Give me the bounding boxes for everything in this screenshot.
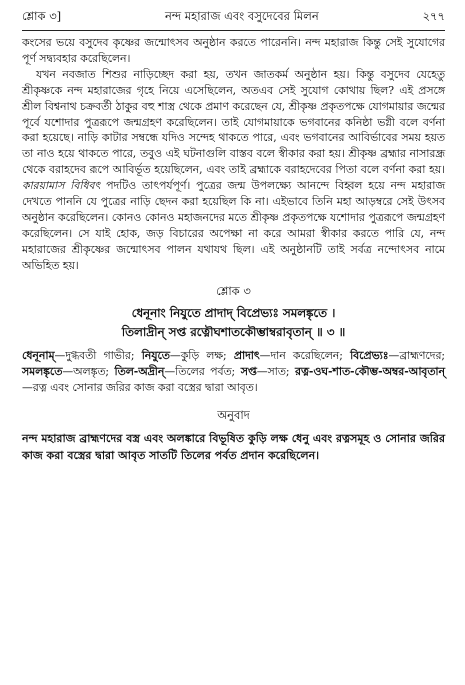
synonym-meaning: অলঙ্কৃত;: [73, 365, 110, 378]
purport-paragraph-2: [22, 67, 445, 274]
verse-text: [22, 304, 445, 342]
word-for-word-synonyms: ধেনূনাম্—দুগ্ধবতী গাভীর; নিযুতে—কুড়ি লক্ষ; প্রাদাৎ—দান করেছিলেন; বিপ্রেভ্যঃ—ব্রাহ্মণদের; সমলঙ্কৃতে—অলঙ্কৃত; তিল-অদ্রীন্—তিলের পর্বত; সপ্ত—সাত; রত্ন-ওঘ-শাত-কৌম্ভ-অম্বর-আবৃতান্—রত্ন এবং সোনার জরির কাজ করা বস্ত্রের দ্বারা আবৃত।: [22, 348, 446, 395]
purport-paragraph-2-text-b: পদটিও তাৎপর্যপূর্ণ। পুত্রের জন্ম উপলক্ষ্যে আনন্দে বিহ্বল হয়ে নন্দ মহারাজ দেখতে পাননি যে পুত্রের নাড়ি ছেদন করা হয়েছিল কি না। এইভাবে তিনি মহা আড়ম্বরে সেই উৎসব অনুষ্ঠান করেছিলেন। কোনও কোনও মহাজনদের মতে শ্রীকৃষ্ণ প্রকৃতপক্ষে যশোদার পুত্ররূপে জন্মগ্রহণ করেছিলেন। সে যাই হোক, জড় বিচারের অপেক্ষা না করে আমরা স্বীকার করতে পারি যে, নন্দ মহারাজের শ্রীকৃষ্ণের জন্মোৎসব পালন যথাযথ ছিল। এই অনুষ্ঠানটি তাই সর্বত্র নন্দোৎসব নামে অভিহিত হয়।: [22, 179, 445, 272]
synonym-term: প্রাদাৎ: [233, 348, 260, 362]
synonym-meaning: সাত;: [267, 365, 290, 378]
header-chapter-title: নন্দ মহারাজ এবং বসুদেবের মিলন: [165, 9, 319, 23]
synonym-meaning: দুগ্ধবতী গাভীর;: [65, 348, 135, 362]
verse-line-2: তিলাদ্রীন্ সপ্ত রত্নৌঘশাতকৌম্ভাম্বরাবৃতান্ ॥ ৩ ॥: [121, 324, 346, 339]
synonym-term: সমলঙ্কৃতে: [22, 365, 63, 378]
synonym-term: নিযুতে: [141, 348, 170, 362]
synonym-term: সপ্ত: [240, 365, 257, 378]
purport-paragraph-1: কংসের ভয়ে বসুদেব কৃষ্ণের জন্মোৎসব অনুষ্ঠান করতে পারেননি। নন্দ মহারাজ কিন্তু সেই সুযোগের পূর্ণ সদ্ব্যবহার করেছিলেন।: [22, 36, 445, 65]
synonym-meaning: ব্রাহ্মণদের;: [399, 348, 446, 362]
synonym-meaning: রত্ন এবং সোনার জরির কাজ করা বস্ত্রের দ্বারা আবৃত।: [32, 381, 258, 395]
synonym-meaning: তিলের পর্বত;: [175, 365, 236, 378]
purport-sanskrit-phrase: কারয়ামাস বিধিবৎ: [22, 179, 101, 193]
verse-label: শ্লোক ৩: [216, 283, 251, 298]
translation-text: নন্দ মহারাজ ব্রাহ্মণদের বস্ত্র এবং অলঙ্কারে বিভূষিত কুড়ি লক্ষ ধেনু এবং রত্নসমূহ ও সোনার জরির কাজ করা বস্ত্রের দ্বারা আবৃত সাতটি তিলের পর্বত প্রদান করেছিলেন।: [22, 431, 445, 462]
synonym-meaning: কুড়ি লক্ষ;: [180, 348, 227, 362]
header-verse-ref: শ্লোক ৩]: [22, 9, 62, 23]
synonym-term: বিপ্রেভ্যঃ: [350, 348, 389, 362]
synonym-term: রত্ন-ওঘ-শাত-কৌম্ভ-অম্বর-আবৃতান্: [295, 365, 445, 378]
synonym-term: ধেনূনাম্: [22, 348, 55, 362]
synonym-term: তিল-অদ্রীন্: [114, 365, 165, 378]
translation-heading: অনুবাদ: [217, 407, 250, 422]
page-number: ২৭৭: [422, 9, 445, 23]
verse-line-1: ধেনূনাং নিযুতে প্রাদাদ্ বিপ্রেভ্যঃ সমলঙ্কৃতে ।: [131, 305, 336, 320]
running-header: [22, 8, 445, 31]
purport-paragraph-2-text-a: যখন নবজাত শিশুর নাড়িচ্ছেদ করা হয়, তখন জাতকর্ম অনুষ্ঠান হয়। কিন্তু বসুদেব যেহেতু শ্রীকৃষ্ণকে নন্দ মহারাজের গৃহে নিয়ে এসেছিলেন, অতএব সেই সুযোগ কোথায় ছিল? এই প্রসঙ্গে শ্রীল বিশ্বনাথ চক্রবর্তী ঠাকুর বহু শাস্ত্র থেকে প্রমাণ করেছেন যে, শ্রীকৃষ্ণ প্রকৃতপক্ষে যোগমায়ার জন্মের পূর্বে যশোদার পুত্ররূপে জন্মগ্রহণ করেছিলেন। তাই যোগমায়াকে ভগবানের কনিষ্ঠা ভগ্নী বলে বর্ণনা করা হয়েছে। নাড়ি কাটার সম্বন্ধে যদিও সন্দেহ থাকতে পারে, এবং ভগবানের আবির্ভাবের সময় হয়ত তা নাও হয়ে থাকতে পারে, তবুও এই ঘটনাগুলি বাস্তব বলে স্বীকার করা হয়। শ্রীকৃষ্ণ ব্রহ্মার নাসারন্ধ্র থেকে বরাহদেব রূপে আবির্ভূত হয়েছিলেন, এবং তাই ব্রহ্মাকে বরাহদেবের পিতা বলে বর্ণনা করা হয়।: [22, 67, 445, 177]
synonym-meaning: দান করেছিলেন;: [270, 348, 343, 362]
